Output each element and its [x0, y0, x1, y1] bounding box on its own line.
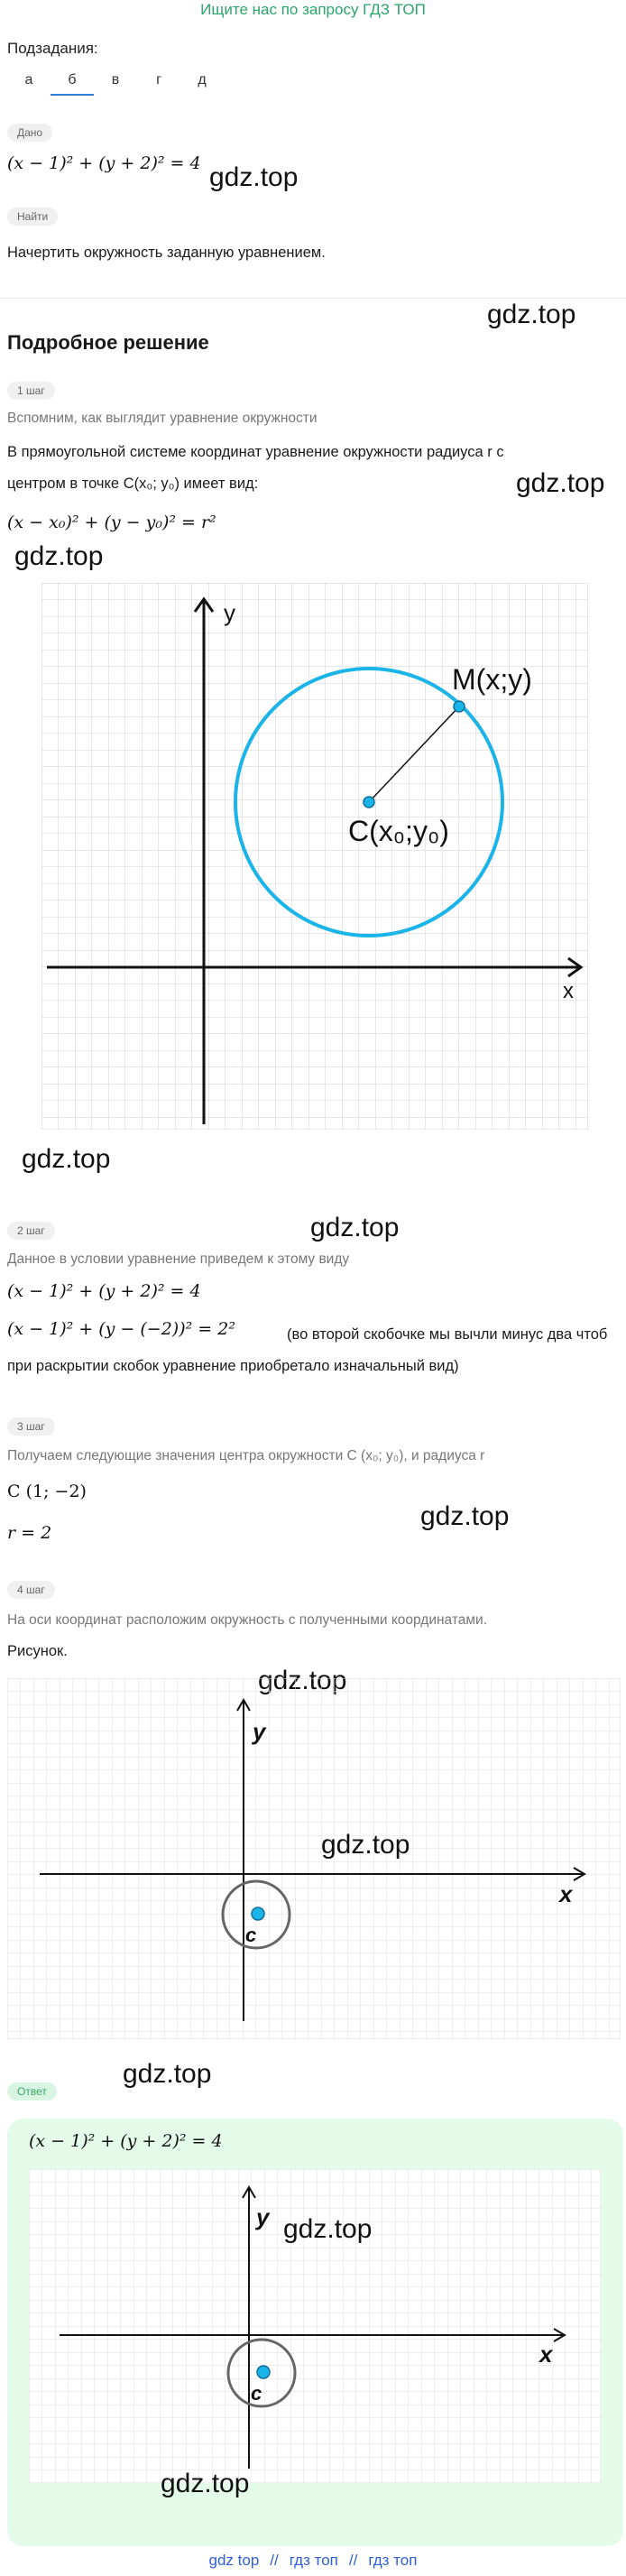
step1-line1: В прямоугольной системе координат уравнение окружности радиуса r с [7, 444, 504, 460]
point-m [454, 701, 465, 712]
point-m-label: M(x;y) [452, 663, 532, 696]
search-hint-link[interactable]: Ищите нас по запросу ГДЗ ТОП [200, 1, 426, 18]
point-c-label: C(x₀;y₀) [348, 815, 449, 847]
step1-chip: 1 шаг [7, 382, 55, 400]
x-axis-label: x [563, 979, 574, 1003]
step3-hint: Получаем следующие значения центра окружности C (x₀; y₀), и радиуса r [7, 1448, 485, 1463]
footer-link[interactable]: gdz top [208, 2552, 260, 2569]
footer-separator: // [348, 2552, 358, 2569]
step3-chip: 3 шаг [7, 1417, 55, 1436]
watermark: gdz.top [209, 162, 299, 192]
y-axis-label: y [224, 599, 235, 626]
divider [0, 298, 626, 299]
y-axis-label: y [253, 1718, 266, 1745]
step4-chip: 4 шаг [7, 1581, 55, 1599]
find-chip: Найти [7, 208, 58, 226]
watermark: gdz.top [321, 1830, 410, 1860]
footer-link[interactable]: гдз топ [289, 2552, 338, 2569]
x-axis-label: x [539, 2341, 553, 2368]
watermark: gdz.top [22, 1144, 111, 1174]
footer-links [0, 2552, 626, 2570]
watermark: gdz.top [487, 300, 576, 329]
subtask-tabs [7, 67, 224, 96]
center-point [252, 1907, 264, 1920]
watermark: gdz.top [516, 468, 605, 498]
step2-note1: (во второй скобочке мы вычли минус два чтоб [287, 1326, 608, 1343]
answer-equation: (x − 1)² + (y + 2)² = 4 [29, 2131, 223, 2151]
watermark: gdz.top [420, 1501, 510, 1531]
circle-definition-figure [41, 583, 588, 1130]
step2-chip: 2 шаг [7, 1222, 55, 1240]
watermark: gdz.top [14, 541, 104, 571]
center-point [257, 2366, 270, 2378]
step1-formula: (x − x₀)² + (y − y₀)² = r² [7, 512, 216, 532]
y-axis-label: y [256, 2203, 270, 2230]
step2-note2: при раскрытии скобок уравнение приобретало изначальный вид) [7, 1358, 459, 1374]
point-c-label: c [251, 2382, 262, 2405]
step2-formula1: (x − 1)² + (y + 2)² = 4 [7, 1281, 201, 1301]
tab-d[interactable]: д [198, 72, 207, 88]
step3-radius: r = 2 [7, 1523, 52, 1543]
solution-heading: Подробное решение [7, 331, 209, 354]
step2-hint: Данное в условии уравнение приведем к этому виду [7, 1251, 350, 1267]
step4-figure-label: Рисунок. [7, 1643, 68, 1659]
step4-hint: На оси координат расположим окружность с полученными координатами. [7, 1612, 488, 1628]
answer-chip: Ответ [7, 2082, 57, 2101]
step3-center: C (1; −2) [7, 1482, 87, 1501]
watermark: gdz.top [161, 2469, 250, 2498]
given-equation: (x − 1)² + (y + 2)² = 4 [7, 153, 201, 173]
grid [7, 1678, 621, 2039]
tab-v[interactable]: в [111, 72, 120, 88]
tab-g[interactable]: г [156, 72, 161, 88]
footer-link[interactable]: гдз топ [368, 2552, 418, 2569]
watermark: gdz.top [283, 2214, 373, 2244]
tab-b[interactable]: б [51, 67, 94, 96]
watermark: gdz.top [310, 1213, 400, 1242]
find-text: Начертить окружность заданную уравнением. [7, 245, 326, 261]
point-c-label: c [245, 1924, 257, 1946]
answer-circle-figure [7, 1678, 621, 2039]
given-chip: Дано [7, 124, 52, 142]
watermark: gdz.top [123, 2059, 212, 2089]
tab-a[interactable]: а [24, 72, 33, 88]
subtasks-label: Подзадания: [7, 40, 98, 57]
center-point [364, 797, 374, 808]
footer-separator: // [270, 2552, 279, 2569]
x-axis-label: x [559, 1880, 573, 1907]
step1-hint: Вспомним, как выглядит уравнение окружности [7, 411, 318, 426]
step1-line2: центром в точке C(x₀; y₀) имеет вид: [7, 475, 259, 492]
step2-formula2: (x − 1)² + (y − (−2))² = 2² [7, 1319, 235, 1339]
